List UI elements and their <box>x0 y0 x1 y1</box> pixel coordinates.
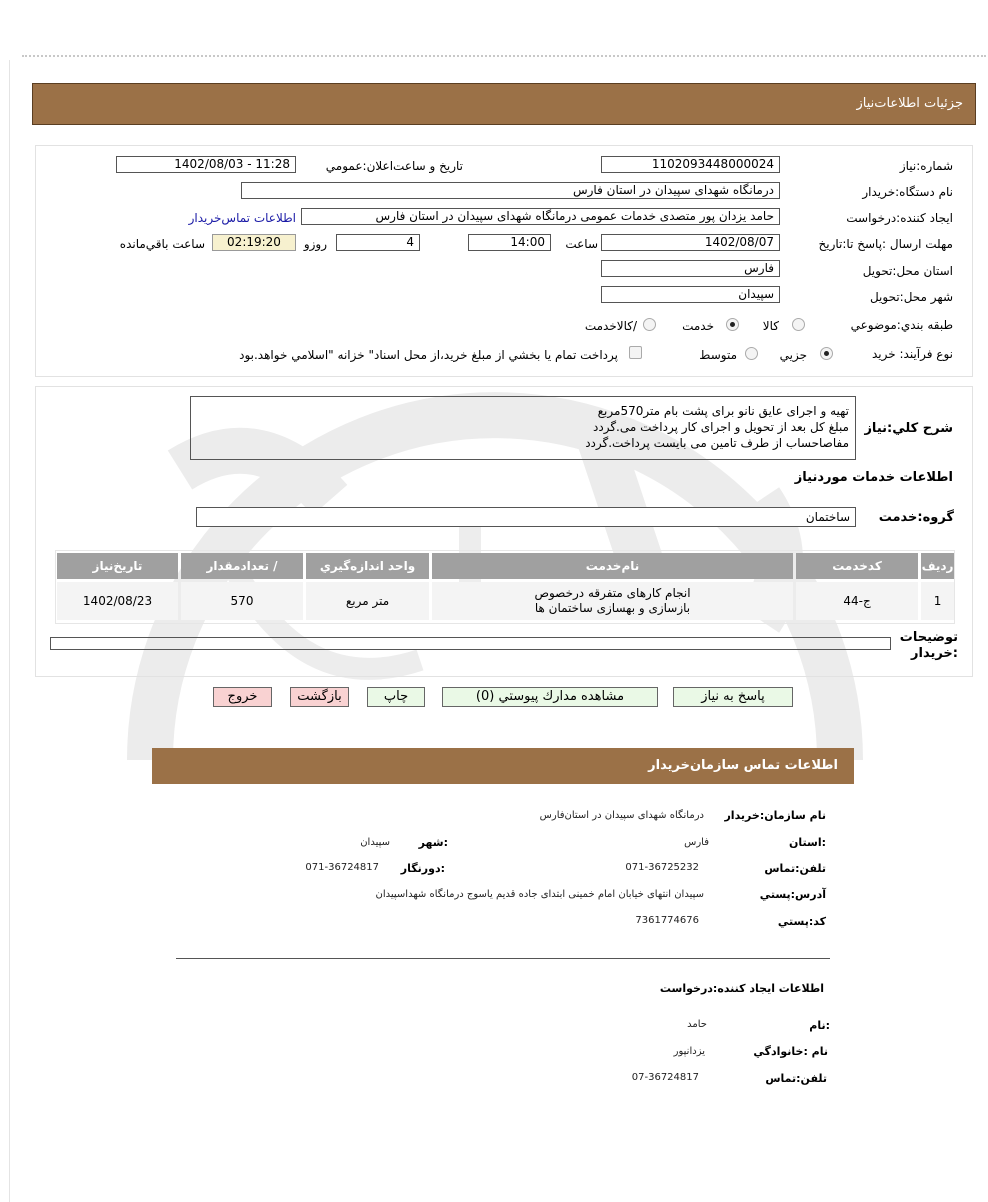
city-label: شهر محل:تحويل <box>869 290 953 304</box>
creator-name-value: حامد <box>687 1019 707 1030</box>
creator-family-label: نام :خانوادگي <box>753 1045 828 1058</box>
reply-button[interactable]: پاسخ به نياز <box>673 687 793 707</box>
print-button[interactable]: چاپ <box>367 687 425 707</box>
left-border <box>9 60 10 1202</box>
phone-value: 071-36725232 <box>625 862 699 873</box>
services-section-title: اطلاعات خدمات موردنياز <box>794 470 953 485</box>
creator-info-title: اطلاعات ايجاد كننده:درخواست <box>659 982 824 995</box>
fax-value: 071-36724817 <box>305 862 379 873</box>
process-medium-label: متوسط <box>699 348 737 362</box>
page-header <box>32 83 976 125</box>
address-label: آدرس:پستي <box>759 888 826 901</box>
payment-note: پرداخت تمام يا بخشي از مبلغ خريد،از محل اسناد" خزانه "اسلامي خواهد.بود <box>239 348 618 362</box>
contact-province-value: فارس <box>684 837 709 848</box>
contact-section-title: اطلاعات تماس سازمان‌خريدار <box>648 758 838 773</box>
col-header-row-index: رديف <box>921 553 954 579</box>
buyer-notes-label <box>898 630 958 662</box>
col-header-quantity: / تعدادمقدار <box>181 553 303 579</box>
buyer-label: نام دستگاه:خريدار <box>862 185 953 199</box>
need-info-panel <box>35 145 973 377</box>
col-header-need-date: تاريخ‌نياز <box>57 553 178 579</box>
back-button[interactable]: بازگشت <box>290 687 349 707</box>
description-line: تهیه و اجرای عایق نانو برای پشت بام متر570مربع <box>597 404 849 418</box>
cell-row-index: 1 <box>921 582 954 620</box>
description-label: شرح كلي:نياز <box>864 421 953 436</box>
contact-city-label: :شهر <box>418 836 448 849</box>
col-header-service-name: نام‌خدمت <box>432 553 793 579</box>
city-field: سپیدان <box>601 286 780 303</box>
cell-quantity: 570 <box>181 582 303 620</box>
days-field: 4 <box>336 234 420 251</box>
announce-field: 1402/08/03 - 11:28 <box>116 156 296 173</box>
category-goods-service-label: /كالاخدمت <box>584 319 637 333</box>
cell-service-name: انجام کارهای متفرقه درخصوص بازسازی و بهسازی ساختمان ها <box>432 582 793 620</box>
process-medium-radio[interactable] <box>745 347 758 360</box>
category-goods-service-radio[interactable] <box>643 318 656 331</box>
province-label: استان محل:تحويل <box>862 264 953 278</box>
postal-label: كد:پستي <box>777 915 826 928</box>
buyer-contact-link[interactable]: اطلاعات تماس‌خريدار <box>188 211 296 225</box>
creator-name-label: :نام <box>809 1019 830 1032</box>
creator-phone-label: تلفن:تماس <box>765 1072 827 1085</box>
announce-label: تاريخ و ساعت‌اعلان:عمومي <box>325 159 463 173</box>
cell-service-code: ج-44 <box>796 582 918 620</box>
service-group-label: گروه:خدمت <box>878 510 954 525</box>
remaining-time-field: 02:19:20 <box>212 234 296 251</box>
contact-divider <box>176 958 830 959</box>
category-label: طبقه بندي:موضوعي <box>850 318 953 332</box>
exit-button[interactable]: خروج <box>213 687 272 707</box>
org-value: درمانگاه شهدای سپیدان در استان‌فارس <box>539 810 704 821</box>
fax-label: :دورنگار <box>400 862 445 875</box>
need-number-field: 1102093448000024 <box>601 156 780 173</box>
contact-province-label: :استان <box>789 836 826 849</box>
attachments-button[interactable]: مشاهده مدارك پيوستي (0) <box>442 687 658 707</box>
contact-section-header <box>152 748 854 784</box>
category-goods-label: كالا <box>762 319 779 333</box>
process-label: نوع فرآيند: خريد <box>872 347 953 361</box>
description-line: مبلغ کل بعد از تحویل و اجرای کار پرداخت می.گردد <box>593 420 849 434</box>
payment-checkbox[interactable] <box>629 346 642 359</box>
org-label: نام سازمان:خريدار <box>724 809 826 822</box>
category-service-label: خدمت <box>682 319 714 333</box>
creator-phone-value: 07-36724817 <box>631 1072 699 1083</box>
days-label: روزو <box>303 237 327 251</box>
remaining-label: ساعت باقي‌مانده <box>119 237 205 251</box>
cell-unit: متر مربع <box>306 582 429 620</box>
process-minor-radio[interactable] <box>820 347 833 360</box>
creator-field: حامد یزدان پور متصدی خدمات عمومی درمانگاه شهدای سپیدان در استان فارس <box>301 208 780 225</box>
deadline-hour-label: ساعت <box>565 237 598 251</box>
top-divider <box>22 55 986 57</box>
contact-city-value: سپیدان <box>360 837 390 848</box>
phone-label: تلفن:تماس <box>764 862 826 875</box>
category-goods-radio[interactable] <box>792 318 805 331</box>
buyer-notes-field <box>50 637 891 650</box>
process-minor-label: جزيي <box>779 348 807 362</box>
postal-value: 7361774676 <box>635 915 699 926</box>
col-header-service-code: كدخدمت <box>796 553 918 579</box>
buyer-field: درمانگاه شهدای سپیدان در استان فارس <box>241 182 780 199</box>
description-line: مفاصاحساب از طرف تامین می بایست پرداخت.گردد <box>585 436 849 450</box>
need-number-label: شماره:نياز <box>899 159 953 173</box>
col-header-unit: واحد اندازه‌گيري <box>306 553 429 579</box>
province-field: فارس <box>601 260 780 277</box>
description-box <box>190 396 856 460</box>
service-group-field: ساختمان <box>196 507 856 527</box>
buyer-notes-label-text: توضيحات :خريدار <box>899 630 958 661</box>
deadline-date-field: 1402/08/07 <box>601 234 780 251</box>
address-value: سپیدان انتهای خیابان امام خمینی ابتدای جاده قدیم یاسوج درمانگاه شهداسپیدان <box>375 889 704 900</box>
deadline-time-field: 14:00 <box>468 234 551 251</box>
creator-family-value: یزدانپور <box>673 1046 705 1057</box>
page-title: جزئيات اطلاعات‌نياز <box>856 96 963 111</box>
deadline-label: مهلت ارسال :پاسخ تا:تاريخ <box>818 237 953 251</box>
creator-label: ايجاد كننده:درخواست <box>846 211 953 225</box>
cell-need-date: 1402/08/23 <box>57 582 178 620</box>
category-service-radio[interactable] <box>726 318 739 331</box>
